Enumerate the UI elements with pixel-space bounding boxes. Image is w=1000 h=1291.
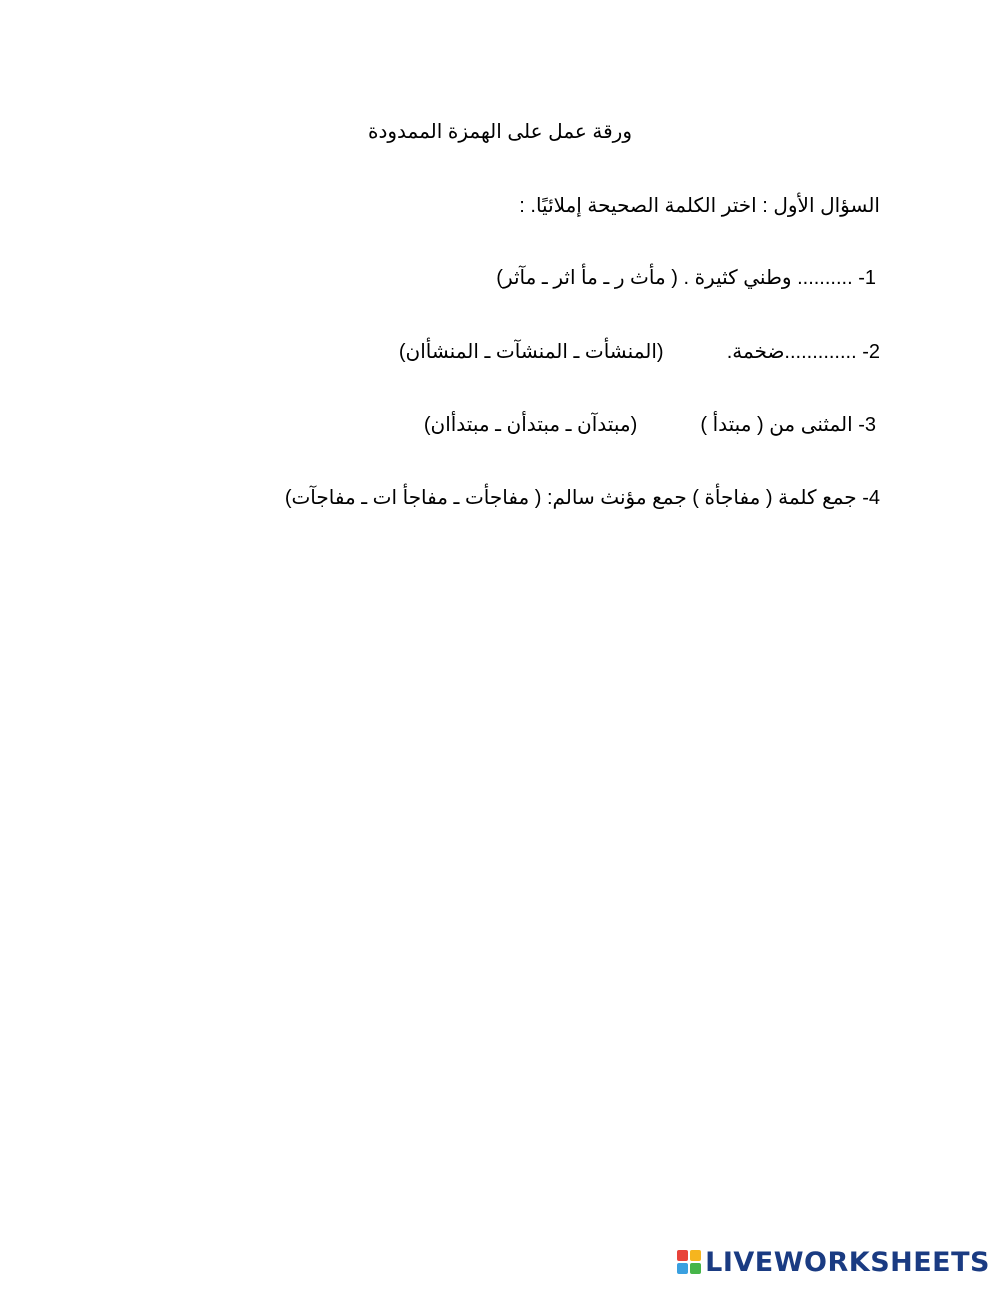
question-item-3 (424, 411, 876, 439)
logo-tile-green (690, 1263, 701, 1274)
question-item-1-stem: 1- .......... وطني كثيرة . (683, 267, 876, 289)
question-item-1 (496, 264, 876, 292)
question-heading: السؤال الأول : اختر الكلمة الصحيحة إملائيًا. : (519, 195, 880, 217)
question-item-3-stem: 3- المثنى من ( مبتدأ ) (700, 414, 876, 436)
worksheet-title: ورقة عمل على الهمزة الممدودة (368, 121, 632, 143)
logo-text: LIVEWORKSHEETS (705, 1246, 990, 1278)
question-item-1-options: ( مأث ر ـ مأ اثر ـ مآثر) (496, 267, 678, 289)
question-item-4-options: ( مفاجأت ـ مفاجأ ات ـ مفاجآت) (284, 487, 542, 509)
logo-tile-blue (677, 1263, 688, 1274)
logo-tile-yellow (690, 1250, 701, 1261)
question-item-4 (285, 484, 880, 512)
logo-tile-red (677, 1250, 688, 1261)
liveworksheets-logo-icon (677, 1250, 701, 1274)
question-item-2 (399, 338, 880, 366)
liveworksheets-logo (677, 1247, 990, 1277)
question-item-2-stem: 2- .............ضخمة. (726, 341, 880, 363)
question-item-4-stem: 4- جمع كلمة ( مفاجأة ) جمع مؤنث سالم: (546, 487, 880, 509)
question-item-2-options: (المنشأت ـ المنشآت ـ المنشأان) (398, 341, 664, 363)
question-item-3-options: (مبتدآن ـ مبتدأن ـ مبتدأان) (423, 414, 638, 436)
